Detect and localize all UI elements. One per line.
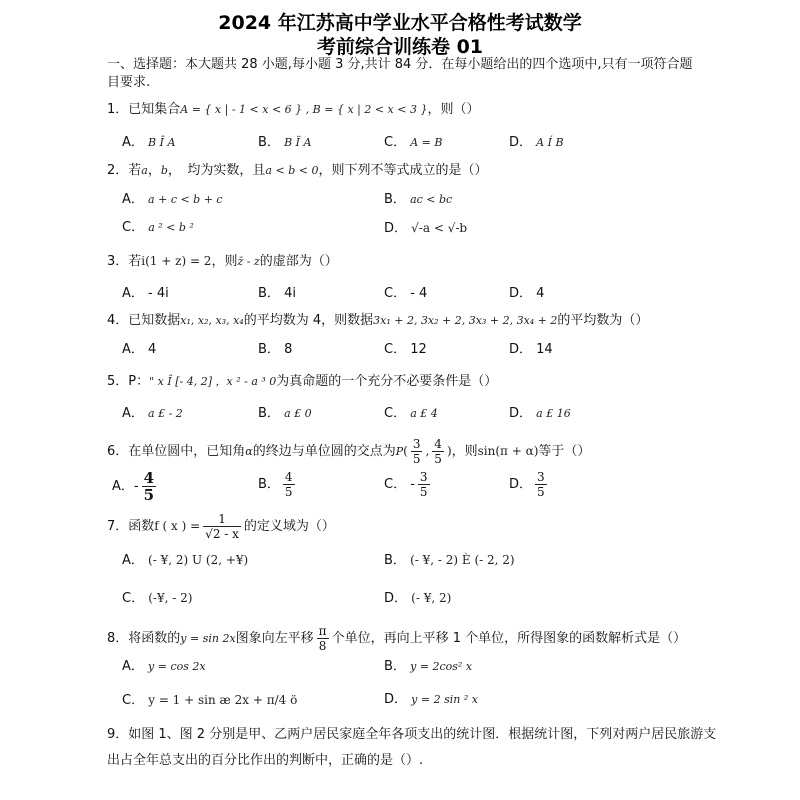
question-6-option-c: C． - $\frac{3}{5}$ (384, 470, 428, 499)
question-1-stem: 1．已知集合A = { x | - 1 < x < 6 } , B = { x | 2 < x < 3 }，则（） (107, 102, 480, 117)
question-4-stem: 4．已知数据x₁, x₂, x₃, x₄的平均数为 4，则数据3x₁ + 2, 3x₂ + 2, 3x₃ + 2, 3x₄ + 2的平均数为（） (107, 313, 649, 328)
question-1-option-c: C． A = B (384, 135, 443, 150)
point-x-fraction: $\frac{3}{5}$ (412, 437, 421, 466)
question-2-option-a: A． a + c < b + c (122, 192, 223, 207)
question-1-option-d: D． A Í B (509, 135, 564, 150)
point-y-fraction: $\frac{4}{5}$ (434, 437, 442, 466)
question-6-option-d: D． $\frac{3}{5}$ (509, 470, 545, 499)
question-5-option-a: A． a £ - 2 (122, 406, 183, 421)
question-9-stem-line-2: 出占全年总支出的百分比作出的判断中，正确的是（）. (107, 753, 424, 768)
question-8-option-b: B． y = 2cos² x (384, 659, 473, 674)
question-8-option-a: A． y = cos 2x (122, 659, 206, 674)
question-4-option-d: D． 14 (509, 342, 553, 357)
question-5-option-d: D． a £ 16 (509, 406, 571, 421)
question-5-stem: 5．P：" x Î [- 4, 2] ，x ² - a ³ 0为真命题的一个充分不必要条件是（） (107, 374, 498, 389)
page-subtitle: 考前综合训练卷 01 (316, 36, 484, 58)
question-2-option-d: D． √-a < √-b (384, 221, 468, 236)
question-7-stem: 7．函数f ( x ) = $\frac{1}{√2 - x}$ 的定义域为（） (107, 512, 335, 541)
page-title: 2024 年江苏高中学业水平合格性考试数学 (218, 12, 582, 34)
question-3-stem: 3．若i(1 + z) = 2，则z̄ - z的虚部为（） (107, 254, 338, 269)
question-3-option-b: B． 4i (258, 286, 296, 301)
question-5-option-c: C． a £ 4 (384, 406, 438, 421)
shift-fraction: $\frac{\pi}{8}$ (318, 624, 327, 653)
section-intro: 一、选择题：本大题共 28 小题,每小题 3 分,共计 84 分．在每小题给出的四个选项中,只有一项符合题目要求. (107, 57, 693, 90)
question-4-option-c: C． 12 (384, 342, 427, 357)
function-fraction: $\frac{1}{√2 - x}$ (205, 512, 239, 541)
question-3-option-a: A． - 4i (122, 286, 169, 301)
question-6-option-a: A．- $\frac{4}{5}$ (112, 469, 155, 504)
question-6-option-b: B． $\frac{4}{5}$ (258, 470, 293, 499)
question-1-option-b: B． B Ï A (258, 135, 312, 150)
question-3-option-d: D． 4 (509, 286, 545, 301)
question-3-option-c: C． - 4 (384, 286, 428, 301)
question-2-option-b: B． ac < bc (384, 192, 453, 207)
question-8-option-d: D． y = 2 sin ² x (384, 692, 478, 707)
question-7-option-a: A． (- ¥, 2) U (2, +¥) (122, 553, 249, 568)
question-9-stem-line-1: 9．如图 1、图 2 分别是甲、乙两户居民家庭全年各项支出的统计图．根据统计图，下列对两户居民旅游支 (107, 727, 717, 742)
question-8-stem: 8．将函数的y = sin 2x图象向左平移 $\frac{\pi}{8}$ 个单位，再向上平移 1 个单位，所得图象的函数解析式是（） (107, 624, 687, 653)
question-7-option-c: C． (-¥, - 2) (122, 591, 193, 606)
question-5-option-b: B． a £ 0 (258, 406, 312, 421)
question-2-stem: 2．若a，b， 均为实数，且a < b < 0，则下列不等式成立的是（） (107, 163, 488, 178)
question-6-stem: 6．在单位圆中，已知角α的终边与单位圆的交点为P( $\frac{3}{5}$ , $\frac{4}{5}$ )，则sin(π + α)等于（） (107, 437, 591, 466)
question-4-option-a: A． 4 (122, 342, 157, 357)
question-2-option-c: C． a ² < b ² (122, 220, 194, 235)
question-1-option-a: A． B Î A (122, 135, 176, 150)
question-7-option-d: D． (- ¥, 2) (384, 591, 452, 606)
question-4-option-b: B． 8 (258, 342, 293, 357)
question-7-option-b: B． (- ¥, - 2) È (- 2, 2) (384, 553, 515, 568)
question-8-option-c: C． y = 1 + sin æ 2x + π/4 ö (122, 693, 298, 708)
